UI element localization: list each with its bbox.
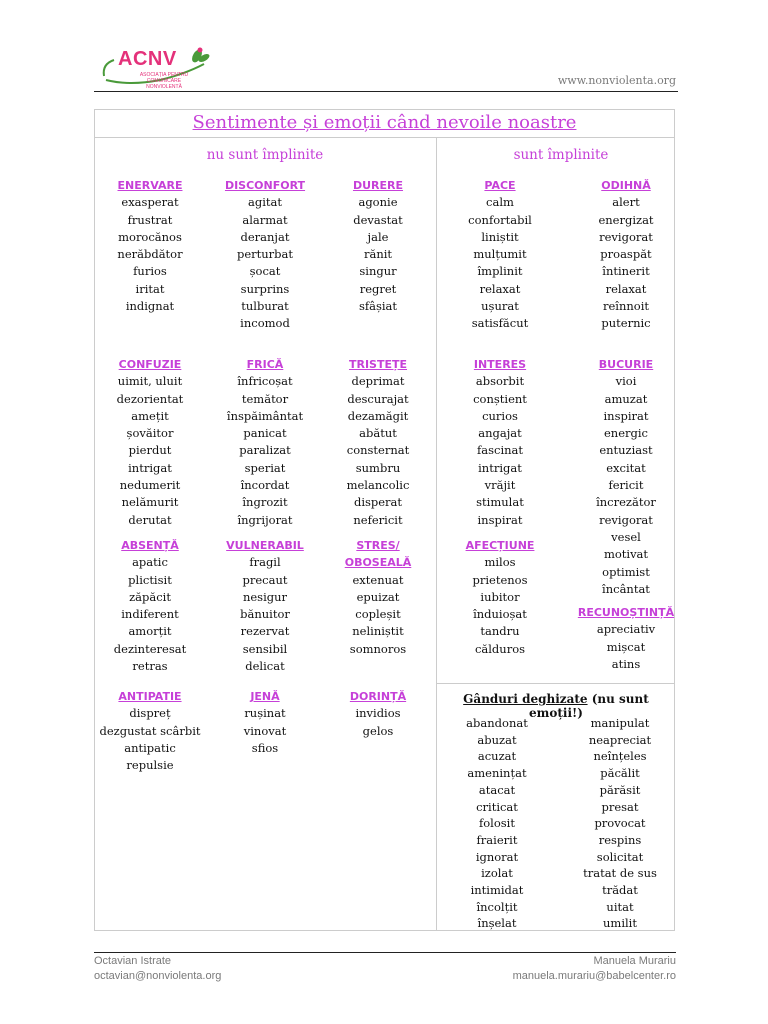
feeling-word: dispreț <box>129 706 171 721</box>
category-heading: INTERES <box>473 358 527 371</box>
thought-word: solicitat <box>596 849 644 864</box>
feeling-word: antipatic <box>124 740 176 755</box>
feeling-word: sfâșiat <box>358 299 398 314</box>
page-title: Sentimente și emoții când nevoile noastre <box>95 110 674 138</box>
category-heading-line2: OBOSEALĂ <box>344 556 412 570</box>
thought-word: fraierit <box>476 832 518 847</box>
feeling-word: plictisit <box>128 572 172 587</box>
category-jena <box>210 688 320 757</box>
category-dorinta <box>323 688 433 740</box>
category-heading: JENĂ <box>250 690 280 703</box>
thought-word: atacat <box>478 782 516 797</box>
category-heading: PACE <box>484 179 516 192</box>
feeling-word: revigorat <box>599 512 653 527</box>
feeling-word: neliniștit <box>352 624 404 639</box>
header-rule <box>94 91 678 92</box>
feeling-word: optimist <box>602 564 650 579</box>
feeling-word: invidios <box>355 706 401 721</box>
feeling-word: consternat <box>346 443 410 458</box>
feeling-word: dezamăgit <box>347 408 409 423</box>
feeling-word: devastat <box>353 212 403 227</box>
disguised-thoughts-box <box>436 683 675 931</box>
feeling-word: amorțit <box>128 624 172 639</box>
author-name-left: Octavian Istrate <box>94 955 172 967</box>
feeling-word: liniștit <box>481 229 519 244</box>
feeling-word: îngrozit <box>242 495 288 510</box>
feeling-word: sumbru <box>355 460 401 475</box>
feeling-word: inspirat <box>477 512 523 527</box>
feeling-word: nelămurit <box>121 495 179 510</box>
feeling-word: extenuat <box>352 572 404 587</box>
feeling-word: pierdut <box>128 443 172 458</box>
feeling-word: melancolic <box>346 478 410 493</box>
thought-word: încolțit <box>476 899 518 914</box>
category-stres-oboseala <box>323 537 433 658</box>
feeling-word: zăpăcit <box>129 589 171 604</box>
feeling-word: bănuitor <box>240 607 290 622</box>
category-heading: VULNERABIL <box>226 539 304 552</box>
feeling-word: tulburat <box>241 299 289 314</box>
feeling-word: îngrijorat <box>237 512 293 527</box>
feeling-word: vioi <box>615 374 637 389</box>
category-heading: ANTIPATIE <box>118 690 182 703</box>
feeling-word: entuziast <box>599 443 653 458</box>
feeling-word: șovăitor <box>126 426 174 441</box>
category-heading: AFECȚIUNE <box>465 539 535 552</box>
feeling-word: înfricoșat <box>237 374 293 389</box>
thought-word: tratat de sus <box>583 866 657 881</box>
feeling-word: nedumerit <box>119 478 181 493</box>
thought-word: înșelat <box>477 916 517 931</box>
thought-word: acuzat <box>477 749 517 764</box>
category-heading: FRICĂ <box>246 358 284 371</box>
thoughts-column-2 <box>565 715 675 932</box>
feeling-word: jale <box>367 229 389 244</box>
thought-word: umilit <box>603 916 637 931</box>
footer-right <box>513 954 676 984</box>
feeling-word: amețit <box>131 408 169 423</box>
feeling-word: motivat <box>603 547 649 562</box>
thought-word: izolat <box>481 866 513 881</box>
feeling-word: sfios <box>251 740 279 755</box>
feeling-word: nefericit <box>353 512 403 527</box>
feeling-word: rănit <box>363 247 393 262</box>
feeling-word: regret <box>359 281 397 296</box>
feeling-word: tandru <box>480 624 520 639</box>
logo-text: ACNV <box>118 48 177 70</box>
feeling-word: energizat <box>598 212 654 227</box>
feeling-word: absorbit <box>475 374 525 389</box>
feeling-word: călduros <box>474 641 526 656</box>
feeling-word: puternic <box>601 316 651 331</box>
feeling-word: intrigat <box>478 460 522 475</box>
feeling-word: iritat <box>135 281 165 296</box>
acnv-logo <box>100 46 210 88</box>
feeling-word: paralizat <box>239 443 291 458</box>
category-heading: ABSENȚĂ <box>121 539 179 552</box>
feeling-word: întinerit <box>602 264 650 279</box>
category-disconfort <box>210 177 320 333</box>
thought-word: amenințat <box>467 766 527 781</box>
feeling-word: fericit <box>608 478 644 493</box>
website-url[interactable]: www.nonviolenta.org <box>557 74 676 87</box>
column-divider <box>436 138 437 683</box>
feeling-word: iubitor <box>480 589 520 604</box>
feeling-word: dezorientat <box>116 391 184 406</box>
feeling-word: delicat <box>245 659 285 674</box>
thought-word: uitat <box>606 899 634 914</box>
feeling-word: apreciativ <box>596 622 656 637</box>
feeling-word: morocănos <box>118 229 182 244</box>
feeling-word: surprins <box>240 281 290 296</box>
thought-word: neapreciat <box>588 732 652 747</box>
feeling-word: stimulat <box>476 495 524 510</box>
category-durere <box>323 177 433 315</box>
thought-word: criticat <box>476 799 518 814</box>
category-frica <box>210 356 320 529</box>
feeling-word: prietenos <box>472 572 528 587</box>
footer-rule <box>94 952 676 953</box>
category-absenta <box>95 537 205 675</box>
thought-word: respins <box>598 832 642 847</box>
category-heading: ODIHNĂ <box>601 179 651 192</box>
category-heading: DURERE <box>352 179 404 192</box>
disguised-thoughts-heading: Gânduri deghizate <box>463 692 588 706</box>
feeling-word: nerăbdător <box>117 247 183 262</box>
author-email-right[interactable]: manuela.murariu@babelcenter.ro <box>512 970 676 982</box>
feeling-word: înspăimântat <box>226 408 304 423</box>
feeling-word: inspirat <box>603 408 649 423</box>
feeling-word: atins <box>611 656 641 671</box>
feeling-word: perturbat <box>236 247 294 262</box>
feeling-word: încântat <box>602 581 650 596</box>
feeling-word: copleșit <box>355 607 401 622</box>
section-title-met: sunt împlinite <box>513 147 609 163</box>
feeling-word: ușurat <box>481 299 519 314</box>
feeling-word: șocat <box>249 264 281 279</box>
category-heading: DISCONFORT <box>224 179 306 192</box>
feeling-word: reînnoit <box>602 299 650 314</box>
feeling-word: agitat <box>248 195 282 210</box>
section-title-unmet: nu sunt împlinite <box>206 147 324 163</box>
feeling-word: alert <box>612 195 640 210</box>
thought-word: abuzat <box>477 732 517 747</box>
feeling-word: agonie <box>358 195 398 210</box>
thought-word: manipulat <box>590 716 650 730</box>
feeling-word: panicat <box>243 426 287 441</box>
category-tristete <box>323 356 433 529</box>
feeling-word: epuizat <box>356 589 400 604</box>
feeling-word: rușinat <box>244 706 286 721</box>
feeling-word: dezgustat scârbit <box>99 723 201 738</box>
feeling-word: calm <box>486 195 514 210</box>
feeling-word: uimit, uluit <box>117 374 183 389</box>
disguised-thoughts-note: (nu sunt emoții!) <box>529 692 649 720</box>
feeling-word: vinovat <box>243 723 287 738</box>
feeling-word: temător <box>241 391 289 406</box>
category-heading: ENERVARE <box>117 179 183 192</box>
thought-word: neînțeles <box>593 749 647 764</box>
category-interes <box>445 356 555 529</box>
category-enervare <box>95 177 205 315</box>
feeling-word: mulțumit <box>473 247 527 262</box>
feeling-word: sensibil <box>242 641 288 656</box>
feeling-word: curios <box>482 408 518 423</box>
author-email-left[interactable]: octavian@nonviolenta.org <box>94 970 222 982</box>
thought-word: părăsit <box>599 782 641 797</box>
thought-word: provocat <box>594 816 646 831</box>
feeling-word: amuzat <box>604 391 648 406</box>
category-heading: RECUNOȘTINȚĂ <box>577 606 675 619</box>
footer-left <box>94 954 221 984</box>
category-heading: CONFUZIE <box>118 358 182 371</box>
feeling-word: relaxat <box>605 281 647 296</box>
feeling-word: fascinat <box>476 443 524 458</box>
category-vulnerabil <box>210 537 320 675</box>
feeling-word: angajat <box>478 426 522 441</box>
feeling-word: apatic <box>132 555 168 570</box>
thought-word: presat <box>601 799 639 814</box>
category-bucurie <box>571 356 681 598</box>
feeling-word: vesel <box>611 529 641 544</box>
feeling-word: frustrat <box>127 212 173 227</box>
feelings-table <box>94 109 675 931</box>
feeling-word: speriat <box>244 460 286 475</box>
feeling-word: confortabil <box>468 212 532 227</box>
feeling-word: împlinit <box>477 264 523 279</box>
feeling-word: dezinteresat <box>113 641 187 656</box>
feeling-word: indignat <box>125 299 175 314</box>
thoughts-column-1 <box>442 715 552 932</box>
feeling-word: exasperat <box>121 195 179 210</box>
feeling-word: disperat <box>353 495 403 510</box>
feeling-word: încordat <box>240 478 290 493</box>
category-antipatie <box>95 688 205 774</box>
logo-subtitle: ASOCIAȚIA PENTRU COMUNICARE NONVIOLENTĂ <box>139 72 189 90</box>
category-pace <box>445 177 555 333</box>
feeling-word: fragil <box>249 555 281 570</box>
category-heading: TRISTEȚE <box>348 358 408 371</box>
feeling-word: nesigur <box>242 589 288 604</box>
feeling-word: repulsie <box>126 758 174 773</box>
category-heading: BUCURIE <box>598 358 654 371</box>
feeling-word: singur <box>359 264 397 279</box>
feeling-word: milos <box>484 555 516 570</box>
feeling-word: somnoros <box>349 641 407 656</box>
category-heading: DORINȚĂ <box>349 690 407 703</box>
feeling-word: excitat <box>606 460 646 475</box>
feeling-word: intrigat <box>128 460 172 475</box>
category-heading: STRES/ <box>356 539 400 552</box>
author-name-right: Manuela Murariu <box>593 955 676 967</box>
thought-word: abandonat <box>466 716 528 730</box>
feeling-word: vrăjit <box>484 478 516 493</box>
feeling-word: energic <box>604 426 648 441</box>
feeling-word: deranjat <box>240 229 290 244</box>
feeling-word: indiferent <box>121 607 179 622</box>
feeling-word: rezervat <box>240 624 290 639</box>
thought-word: intimidat <box>470 883 524 898</box>
feeling-word: revigorat <box>599 229 653 244</box>
feeling-word: conștient <box>473 391 527 406</box>
feeling-word: abătut <box>359 426 397 441</box>
feeling-word: mișcat <box>606 639 646 654</box>
feeling-word: relaxat <box>479 281 521 296</box>
feeling-word: satisfăcut <box>471 316 529 331</box>
feeling-word: încrezător <box>596 495 656 510</box>
feeling-word: înduioșat <box>473 607 527 622</box>
category-odihna <box>571 177 681 333</box>
feeling-word: incomod <box>240 316 290 331</box>
thought-word: ignorat <box>475 849 519 864</box>
feeling-word: furios <box>133 264 167 279</box>
category-afectiune <box>445 537 555 658</box>
feeling-word: derutat <box>128 512 172 527</box>
feeling-word: proaspăt <box>600 247 652 262</box>
feeling-word: precaut <box>242 572 288 587</box>
thought-word: păcălit <box>600 766 640 781</box>
thought-word: folosit <box>479 816 515 831</box>
feeling-word: deprimat <box>351 374 405 389</box>
feeling-word: alarmat <box>242 212 288 227</box>
category-confuzie <box>95 356 205 529</box>
feeling-word: retras <box>132 659 168 674</box>
thought-word: trădat <box>602 883 638 898</box>
feeling-word: descurajat <box>347 391 409 406</box>
category-recunostinta <box>566 604 686 673</box>
feeling-word: gelos <box>362 723 394 738</box>
